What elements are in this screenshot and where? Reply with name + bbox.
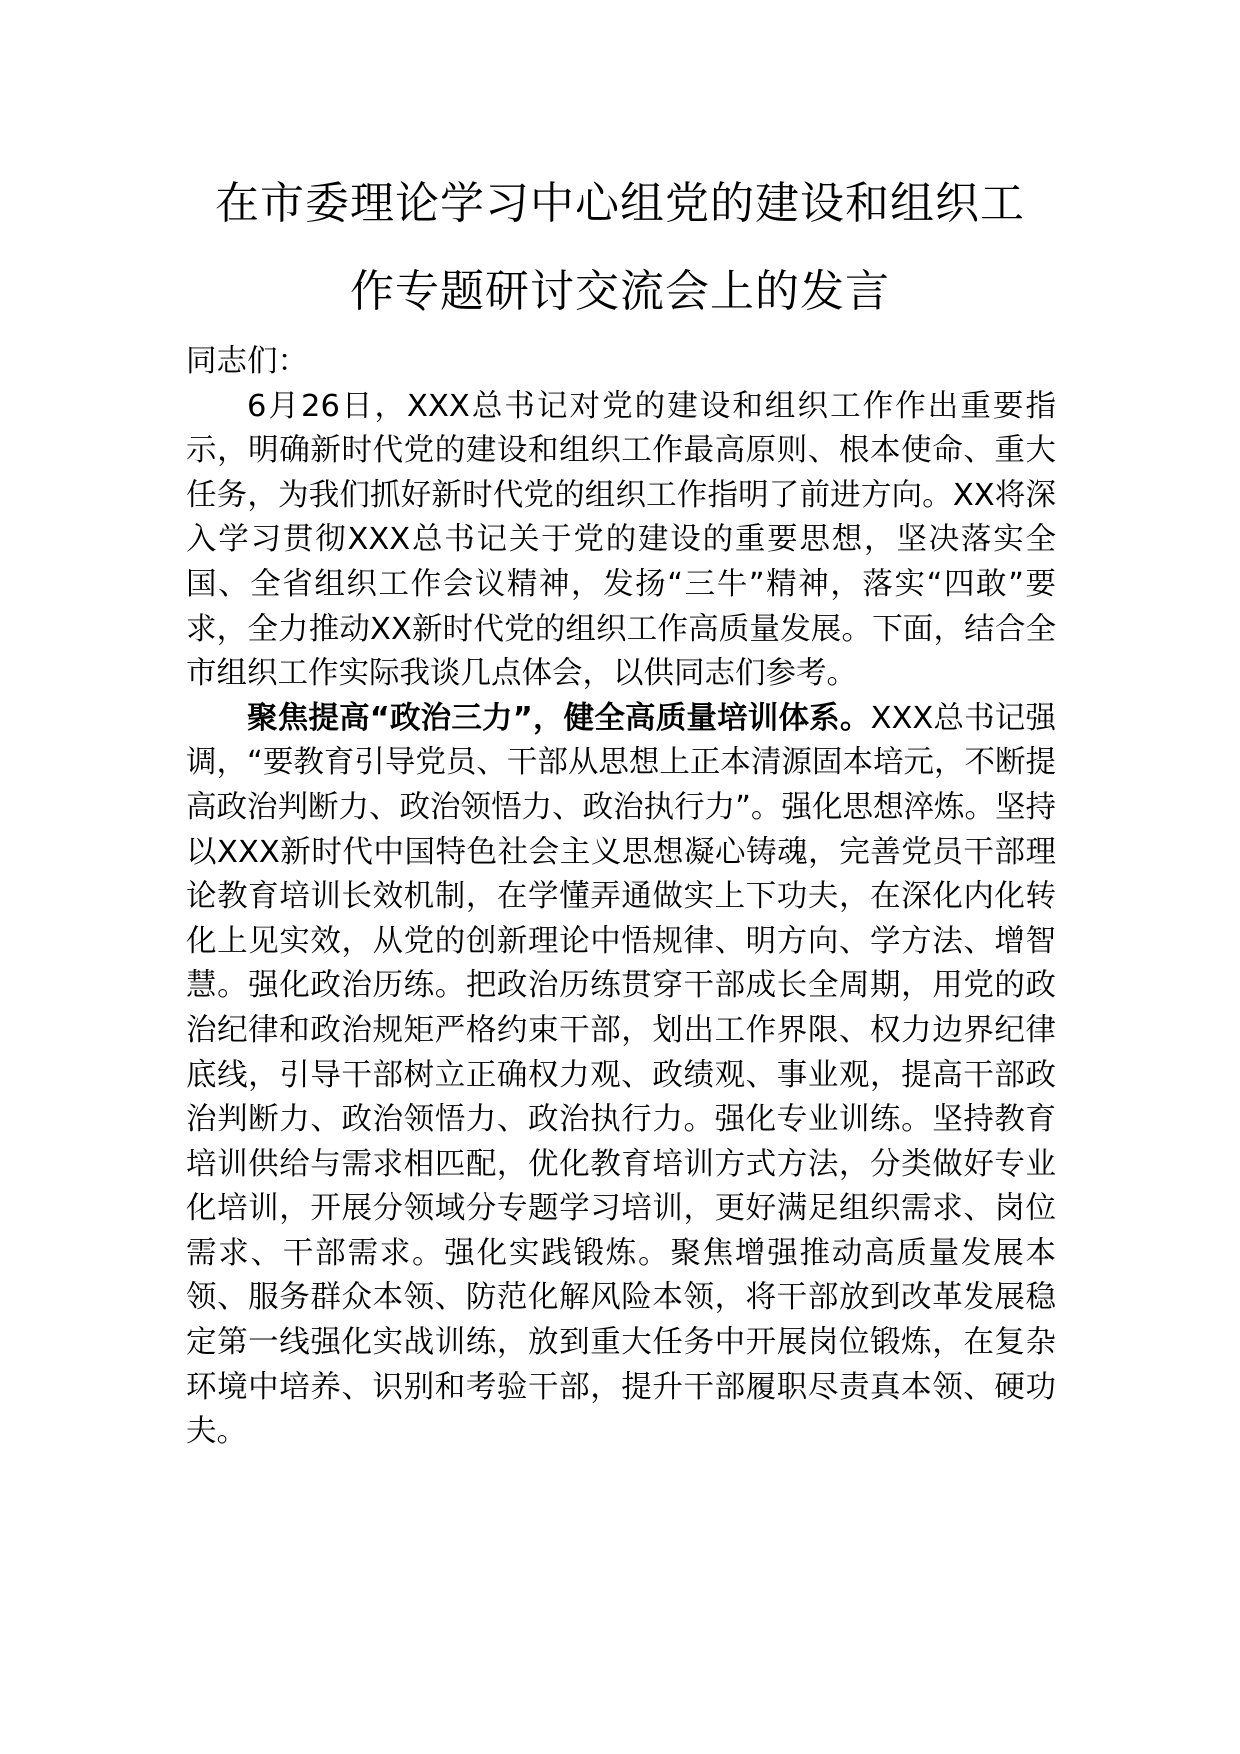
document-title xyxy=(150,160,1090,336)
paragraph-1 xyxy=(186,385,1056,697)
paragraph-2-text: XXX总书记强调，“要教育引导党员、干部从思想上正本清源固本培元，不断提高政治判断力、政治领悟力、政治执行力”。强化思想淬炼。坚持以XXX新时代中国特色社会主义思想凝心铸魂，完善党员干部理论教育培训长效机制，在学懂弄通做实上下功夫，在深化内化转化上见实效，从党的创新理论中悟规律、明方向、学方法、增智慧。强化政治历练。把政治历练贯穿干部成长全周期，用党的政治纪律和政治规矩严格约束干部，划出工作界限、权力边界纪律底线，引导干部树立正确权力观、政绩观、事业观，提高干部政治判断力、政治领悟力、政治执行力。强化专业训练。坚持教育培训供给与需求相匹配，优化教育培训方式方法，分类做好专业化培训，开展分领域分专题学习培训，更好满足组织需求、岗位需求、干部需求。强化实践锻炼。聚焦增强推动高质量发展本领、服务群众本领、防范化解风险本领，将干部放到改革发展稳定第一线强化实战训练，放到重大任务中开展岗位锻炼，在复杂环境中培养、识别和考验干部，提升干部履职尽责真本领、硬功夫。 xyxy=(186,700,1057,1450)
salutation: 同志们： xyxy=(186,344,308,379)
title-line-1: 在市委理论学习中心组党的建设和组织工 xyxy=(215,178,1025,229)
title-line-2: 作专题研讨交流会上的发言 xyxy=(350,266,890,317)
paragraph-1-text: 6月26日，XXX总书记对党的建设和组织工作作出重要指示，明确新时代党的建设和组织工作最高原则、根本使命、重大任务，为我们抓好新时代党的组织工作指明了前进方向。XX将深入学习贯彻XXX总书记关于党的建设的重要思想，坚决落实全国、全省组织工作会议精神，发扬“三牛”精神，落实“四敢”要求，全力推动XX新时代党的组织工作高质量发展。下面，结合全市组织工作实际我谈几点体会，以供同志们参考。 xyxy=(186,388,1056,692)
paragraph-2-lead: 聚焦提高“政治三力”，健全高质量培训体系。 xyxy=(247,700,871,736)
document-body xyxy=(186,340,1056,1455)
paragraph-2 xyxy=(186,697,1056,1455)
